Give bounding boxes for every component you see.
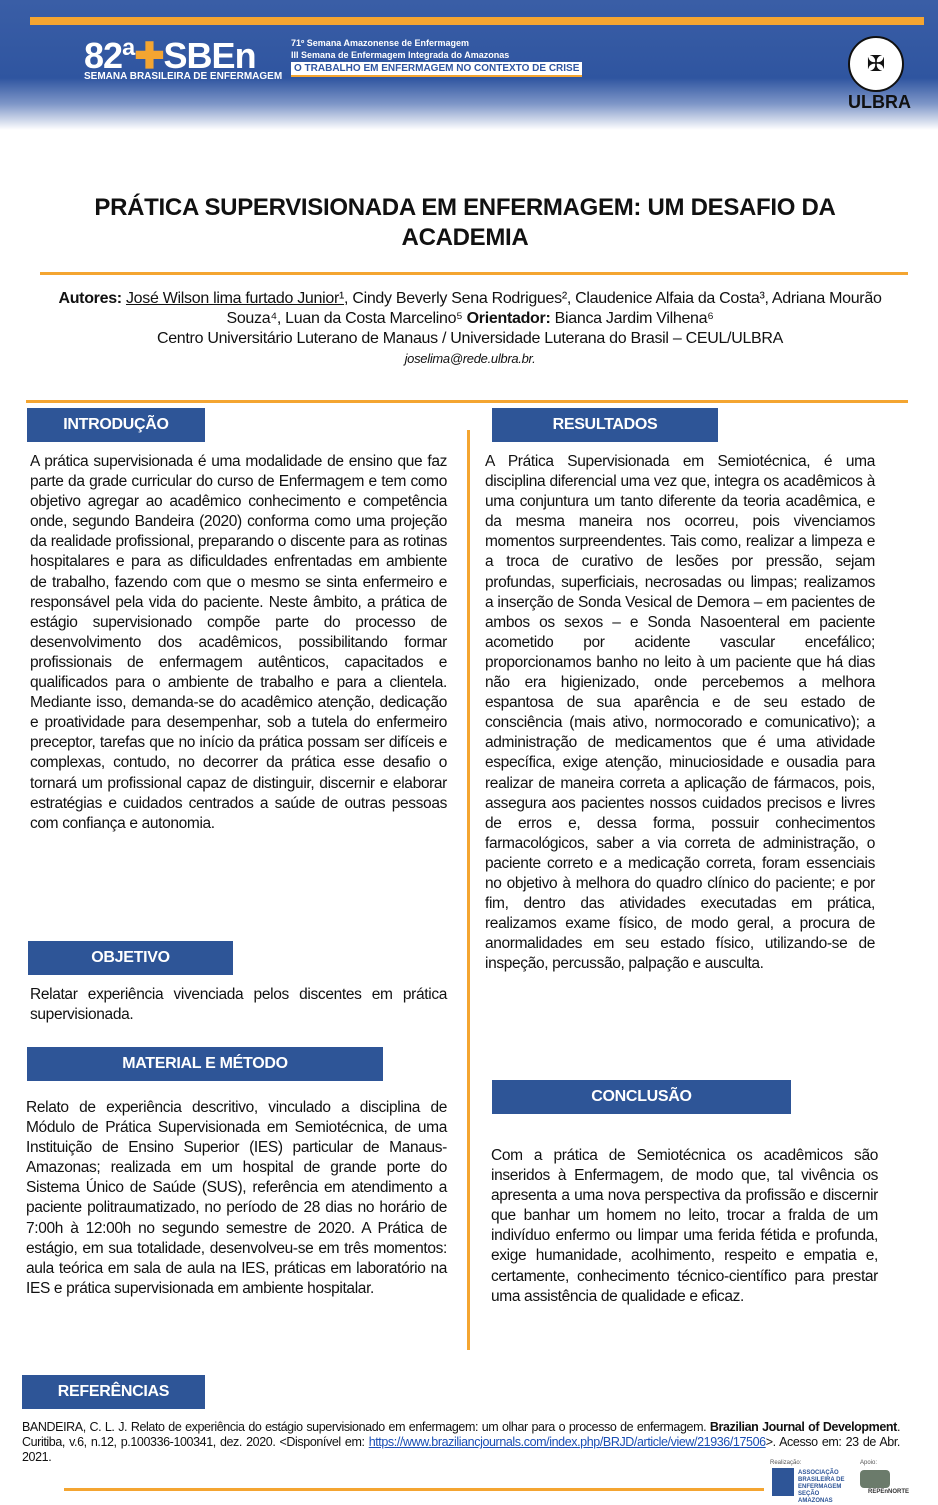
- method-text: Relato de experiência descritivo, vinculado a disciplina de Módulo de Prática Supervisionada em Semiotécnica, de uma Instituição de Ensino Superior (IES) particular de Manaus-Amazonas; realizada em um hospital de grande porte do Sistema Único de Saúde (SUS), referência em atendimento a paciente politraumatizado, no período de 28 dias no horário de 7:00h à 12:00h no segundo semestre de 2020. A Prática de estágio, em sua totalidade, desenvolveu-se em três momentos: aula teórica em sala de aula na IES, práticas em laboratório na IES e prática supervisionada em ambiente hospitalar.: [26, 1099, 447, 1297]
- references-heading: REFERÊNCIAS: [22, 1375, 205, 1409]
- event-subtitle: SEMANA BRASILEIRA DE ENFERMAGEM: [84, 71, 283, 82]
- aben-name: ASSOCIAÇÃO BRASILEIRA DE ENFERMAGEM SEÇÃO AMAZONAS: [798, 1470, 845, 1504]
- divider: [40, 272, 908, 275]
- ulbra-seal-icon: ✠: [848, 36, 904, 92]
- repennorte-name: REPEnNORTE: [868, 1489, 910, 1495]
- poster-title: PRÁTICA SUPERVISIONADA EM ENFERMAGEM: UM DESAFIO DA ACADEMIA: [94, 194, 836, 251]
- event-number: 82ª: [84, 35, 135, 76]
- conclusion-heading: CONCLUSÃO: [492, 1080, 791, 1114]
- event-name: SBEn: [163, 35, 256, 76]
- authors-label: Autores:: [58, 290, 122, 307]
- reference-entry: [22, 1420, 900, 1465]
- banner-accent-bar: [30, 17, 924, 25]
- apoio-label: Apoio:: [860, 1460, 878, 1466]
- institution: Centro Universitário Luterano de Manaus / Universidade Luterana do Brasil – CEUL/ULBRA: [156, 330, 784, 347]
- repennorte-map-icon: [860, 1470, 890, 1488]
- aben-logo-icon: [772, 1468, 794, 1496]
- partner-logos: [768, 1460, 918, 1504]
- email: joselima@rede.ulbra.br.: [404, 351, 536, 366]
- results-text: A Prática Supervisionada em Semiotécnica, é uma disciplina diferencial uma vez que, integra os acadêmicos à uma conjuntura um tanto diferente da teoria acadêmica, e da mesma maneira nos ocorreu, pois vivenciamos momentos surpreendentes. Tais como, realizar a limpeza e a troca de curativo de lesões por pressão, sejam profundas, superficiais, necrosadas ou limpas; realizamos a inserção de Sonda Vesical de Demora – em pacientes de ambos os sexos – e Sonda Nasoenteral em paciente acometido por acidente vascular encefálico; proporcionamos banho no leito à um paciente que há dias não era higienizado, onde percebemos a melhora espantosa de sua aparência e de seu estado de consciência (mais ativo, normocorado e comunicativo); a administração de medicamentos que é uma atividade específica, exige atenção, minuciosidade e ousadia para realizar de maneira correta a aplicação de fármacos, pois, assegura aos pacientes nossos cuidados precisos e livres de erros e, dessa forma, possuir conhecimentos farmacológicos, saber a via correta de administração, o paciente correto e a medicação correta, foram essenciais no objetivo à melhora do quadro clínico do paciente; e por fim, dentro das atividades executadas em prática, realizamos exame físico, de modo geral, a procura de anormalidades em seu estado físico, utilizando-se de inspeção, percussão, palpação e ausculta.: [485, 453, 875, 973]
- conclusion-text: Com a prática de Semiotécnica os acadêmicos são inseridos à Enfermagem, de modo que, tal vivência os apresenta a uma nova perspectiva da profissão e discernir que banhar um homem no leito, trocar a fralda de um indivíduo enfermo ou limpar uma ferida fétida e profunda, exige humanidade, acolhimento, respeito e empatia e, certamente, conhecimento técnico-científico para prestar uma assistência de qualidade e eficaz.: [491, 1147, 878, 1305]
- advisor-label: Orientador:: [466, 310, 551, 327]
- ulbra-logo: ULBRA: [848, 92, 911, 112]
- event-theme: O TRABALHO EM ENFERMAGEM NO CONTEXTO DE CRISE: [291, 62, 582, 77]
- realizacao-label: Realização:: [770, 1460, 802, 1466]
- reference-journal: Brazilian Journal of Development: [709, 1420, 897, 1434]
- advisor: Bianca Jardim Vilhena⁶: [550, 310, 714, 327]
- authors-block: [40, 289, 900, 369]
- other-authors: , Cindy Beverly Sena Rodrigues², Claudenice Alfaia da Costa³, Adriana Mourão Souza⁴, Luan da Costa Marcelino⁵: [226, 290, 882, 327]
- header-banner: [0, 0, 938, 130]
- reference-text: BANDEIRA, C. L. J. Relato de experiência do estágio supervisionado em enfermagem: um olhar para o processo de enfermagem.: [22, 1420, 710, 1434]
- event-line-1: 71º Semana Amazonense de Enfermagem: [291, 38, 470, 48]
- results-heading: RESULTADOS: [492, 408, 718, 442]
- column-divider: [467, 430, 470, 1350]
- first-author: José Wilson lima furtado Junior¹: [125, 290, 345, 307]
- intro-heading: INTRODUÇÃO: [27, 408, 205, 442]
- plus-icon: ✚: [134, 35, 164, 76]
- event-line-2: III Semana de Enfermagem Integrada do Amazonas: [291, 50, 510, 60]
- footer-divider: [64, 1488, 764, 1491]
- objective-heading: OBJETIVO: [28, 941, 233, 975]
- method-heading: MATERIAL E MÉTODO: [27, 1047, 383, 1081]
- divider: [26, 400, 908, 403]
- reference-link[interactable]: https://www.braziliancjournals.com/index.php/BRJD/article/view/21936/17506: [368, 1435, 766, 1449]
- reference-text: . Curitiba, v.6, n.12, p.100336-100341, dez. 2020. <Disponível em:: [22, 1420, 901, 1449]
- intro-text: A prática supervisionada é uma modalidade de ensino que faz parte da grade curricular do curso de Enfermagem e tem como objetivo agregar ao acadêmico conhecimento e competência onde, segundo Bandeira (2020) conforma como uma projeção da realidade profissional, preparando o discente para as rotinas hospitalares e para as dificuldades enfrentadas em ambiente de trabalho, fazendo com que o mesmo se sinta enfermeiro e responsável pela vida do paciente. Neste âmbito, a prática de estágio supervisionado compõe parte do processo de desenvolvimento dos acadêmicos, possibilitando formar profissionais de enfermagem autênticos, capacitados e qualificados para o ambiente de trabalho e para a clientela. Mediante isso, demanda-se do acadêmico atenção, dedicação e proatividade para desempenhar, sob a tutela do enfermeiro preceptor, tarefas que no início da prática possam ser difíceis e complexas, contudo, no decorrer da prática esse desafio o tornará um profissional capaz de distinguir, discernir e elaborar estratégias e cuidados centrados a saúde de outras pessoas com confiança e autonomia.: [30, 453, 447, 832]
- objective-text: Relatar experiência vivenciada pelos discentes em prática supervisionada.: [30, 986, 447, 1024]
- reference-text: >. Acesso em: 23 de Abr. 2021.: [22, 1435, 901, 1464]
